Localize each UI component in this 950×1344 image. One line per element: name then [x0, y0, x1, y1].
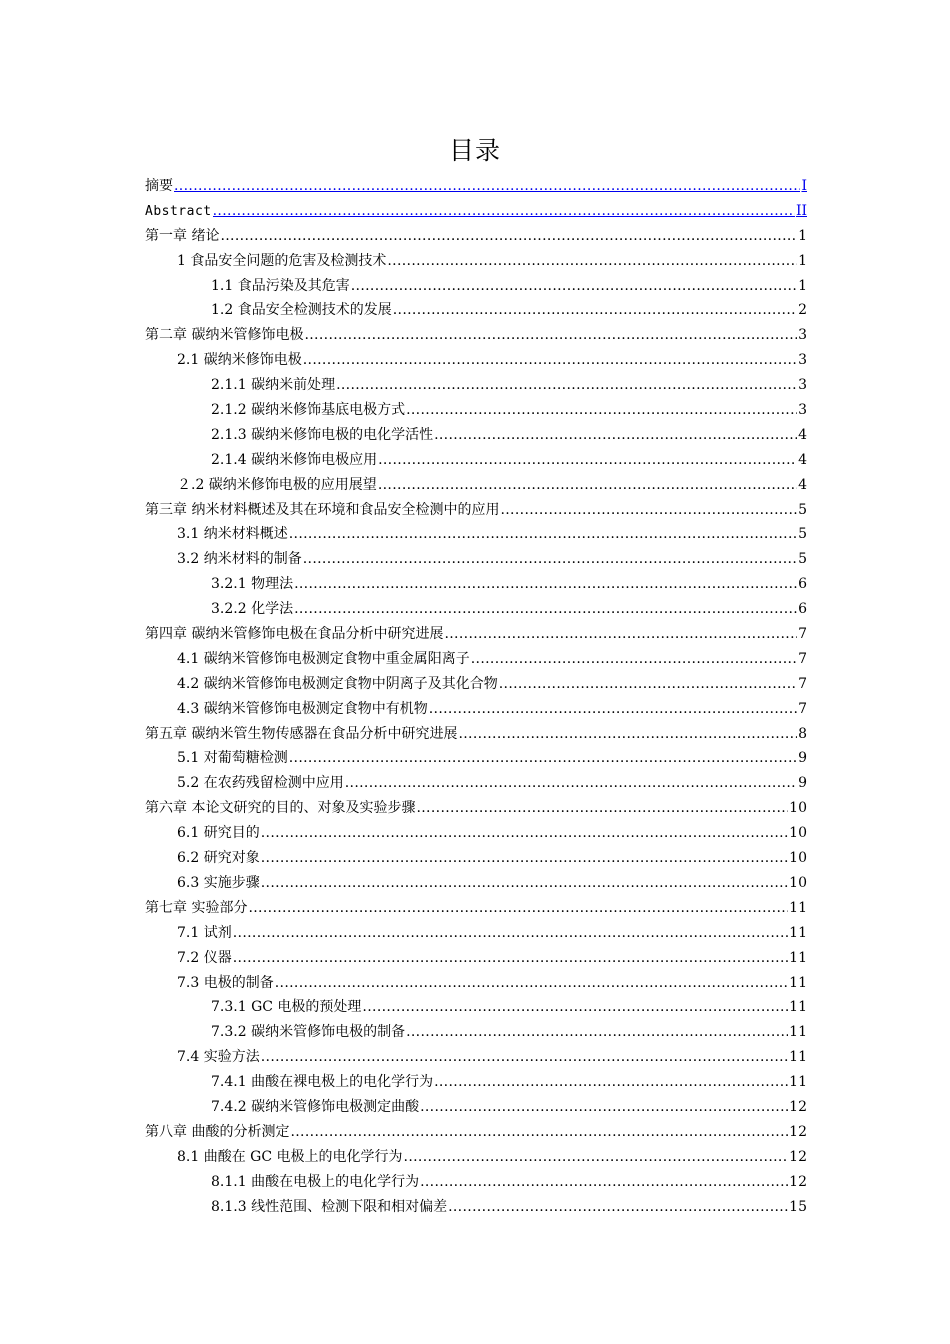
toc-page-number: 2 — [798, 302, 807, 319]
toc-entry[interactable] — [145, 249, 807, 274]
toc-entry[interactable] — [145, 946, 807, 971]
toc-entry-label: 7.4.2 碳纳米管修饰电极测定曲酸 — [211, 1098, 420, 1115]
toc-entry[interactable] — [145, 622, 807, 647]
toc-entry[interactable] — [145, 323, 807, 348]
toc-page-number: 3 — [798, 327, 807, 344]
toc-page-number: 11 — [789, 974, 807, 991]
toc-page-number: II — [795, 202, 807, 219]
toc-entry-label: 2.1.2 碳纳米修饰基底电极方式 — [211, 402, 406, 419]
toc-entry-label: 第二章 碳纳米管修饰电极 — [145, 327, 304, 344]
toc-entry[interactable] — [145, 846, 807, 871]
toc-entry[interactable] — [145, 672, 807, 697]
toc-dot-leader — [261, 821, 788, 846]
toc-entry-label: 3.1 纳米材料概述 — [177, 526, 288, 543]
toc-entry[interactable] — [145, 423, 807, 448]
toc-entry[interactable] — [145, 348, 807, 373]
toc-entry-label: 摘要 — [145, 178, 173, 194]
toc-entry-label: 2.1.1 碳纳米前处理 — [211, 377, 336, 394]
toc-entry-label: 第八章 曲酸的分析测定 — [145, 1123, 290, 1140]
toc-dot-leader — [345, 771, 797, 796]
toc-page-number: 6 — [798, 601, 807, 618]
toc-entry-label: 1.2 食品安全检测技术的发展 — [211, 302, 392, 319]
toc-entry-label: 1.1 食品污染及其危害 — [211, 277, 350, 294]
toc-entry[interactable] — [145, 298, 807, 323]
toc-dot-leader — [500, 498, 797, 523]
toc-entry-label: 8.1.1 曲酸在电极上的电化学行为 — [211, 1173, 420, 1190]
toc-entry-label: 1 食品安全问题的危害及检测技术 — [177, 252, 387, 269]
toc-dot-leader — [429, 697, 797, 722]
toc-entry-label: 4.2 碳纳米管修饰电极测定食物中阴离子及其化合物 — [177, 675, 498, 692]
toc-entry[interactable] — [145, 498, 807, 523]
toc-entry[interactable] — [145, 1195, 807, 1220]
toc-entry-label: 7.3.2 碳纳米管修饰电极的制备 — [211, 1024, 406, 1041]
toc-entry-label: 第三章 纳米材料概述及其在环境和食品安全检测中的应用 — [145, 501, 500, 518]
toc-dot-leader — [420, 1095, 788, 1120]
toc-dot-leader — [404, 1145, 789, 1170]
toc-entry-label: 2.1 碳纳米修饰电极 — [177, 352, 302, 369]
toc-dot-leader — [213, 199, 795, 224]
toc-dot-leader — [303, 348, 797, 373]
toc-page-number: 12 — [789, 1173, 807, 1190]
toc-dot-leader — [289, 522, 797, 547]
toc-entry[interactable] — [145, 796, 807, 821]
toc-entry-label: 第七章 实验部分 — [145, 899, 248, 916]
toc-dot-leader — [261, 846, 788, 871]
toc-entry-label: 第一章 绪论 — [145, 227, 220, 244]
toc-entry[interactable] — [145, 572, 807, 597]
toc-entry[interactable] — [145, 746, 807, 771]
toc-dot-leader — [393, 298, 797, 323]
toc-page-number: 1 — [798, 227, 807, 244]
toc-entry-label: 8.1.3 线性范围、检测下限和相对偏差 — [211, 1198, 448, 1215]
toc-entry-label: 4.3 碳纳米管修饰电极测定食物中有机物 — [177, 700, 428, 717]
toc-dot-leader — [406, 1020, 788, 1045]
toc-entry-label: 2.1.3 碳纳米修饰电极的电化学活性 — [211, 426, 434, 443]
toc-dot-leader — [303, 547, 797, 572]
toc-page-number: 11 — [789, 899, 807, 916]
toc-entry[interactable] — [145, 1070, 807, 1095]
toc-entry[interactable] — [145, 373, 807, 398]
toc-entry-label: 7.4 实验方法 — [177, 1049, 260, 1066]
toc-page-number: 3 — [798, 352, 807, 369]
toc-entry[interactable] — [145, 224, 807, 249]
toc-entry-label: 7.3.1 GC 电极的预处理 — [211, 999, 362, 1016]
toc-entry[interactable] — [145, 821, 807, 846]
toc-page-number: 11 — [789, 999, 807, 1016]
toc-page-number: 10 — [789, 874, 807, 891]
toc-entry[interactable] — [145, 697, 807, 722]
toc-dot-leader — [261, 1045, 788, 1070]
toc-dot-leader — [387, 249, 797, 274]
toc-page-number: 9 — [798, 775, 807, 792]
toc-entry[interactable] — [145, 174, 807, 199]
toc-page-number: 7 — [798, 650, 807, 667]
toc-page-number: 10 — [789, 800, 807, 817]
toc-entry-label: 5.2 在农药残留检测中应用 — [177, 775, 344, 792]
toc-entry-label: 7.1 试剂 — [177, 924, 232, 941]
toc-entry[interactable] — [145, 448, 807, 473]
toc-dot-leader — [458, 722, 797, 747]
toc-entry[interactable] — [145, 1120, 807, 1145]
toc-entry[interactable] — [145, 547, 807, 572]
toc-entry-label: 3.2.1 物理法 — [211, 576, 294, 593]
toc-page-number: 10 — [789, 825, 807, 842]
toc-entry[interactable] — [145, 921, 807, 946]
toc-page-number: 11 — [789, 1024, 807, 1041]
toc-page-number: 3 — [798, 402, 807, 419]
toc-entry-label: ２.2 碳纳米修饰电极的应用展望 — [177, 476, 377, 493]
toc-dot-leader — [261, 871, 788, 896]
toc-entry[interactable] — [145, 1145, 807, 1170]
toc-page-number: 11 — [789, 1049, 807, 1066]
toc-dot-leader — [434, 423, 797, 448]
toc-dot-leader — [378, 448, 797, 473]
toc-dot-leader — [406, 398, 797, 423]
toc-page-number: 7 — [798, 675, 807, 692]
toc-entry[interactable] — [145, 1095, 807, 1120]
toc-entry[interactable] — [145, 722, 807, 747]
toc-entry[interactable] — [145, 199, 807, 224]
toc-page-number: 10 — [789, 850, 807, 867]
toc-entry[interactable] — [145, 995, 807, 1020]
toc-page-number: 5 — [798, 551, 807, 568]
toc-entry-label: 3.2 纳米材料的制备 — [177, 551, 302, 568]
toc-entry-label: 7.3 电极的制备 — [177, 974, 274, 991]
toc-entry-label: 7.4.1 曲酸在裸电极上的电化学行为 — [211, 1074, 434, 1091]
toc-page-number: 12 — [789, 1148, 807, 1165]
toc-dot-leader — [378, 473, 797, 498]
table-of-contents — [145, 174, 807, 1219]
toc-entry-label: 6.1 研究目的 — [177, 825, 260, 842]
toc-page-number: 3 — [798, 377, 807, 394]
toc-entry[interactable] — [145, 597, 807, 622]
toc-page-number: 4 — [798, 426, 807, 443]
toc-page-number: 12 — [789, 1123, 807, 1140]
toc-entry-label: 第四章 碳纳米管修饰电极在食品分析中研究进展 — [145, 626, 444, 643]
toc-entry-label: Abstract — [145, 203, 212, 219]
toc-page-number: 5 — [798, 526, 807, 543]
toc-entry[interactable] — [145, 398, 807, 423]
toc-dot-leader — [471, 647, 797, 672]
toc-entry[interactable] — [145, 1045, 807, 1070]
toc-page-number: 4 — [798, 476, 807, 493]
toc-dot-leader — [220, 224, 797, 249]
toc-entry[interactable] — [145, 647, 807, 672]
toc-dot-leader — [294, 572, 797, 597]
toc-dot-leader — [233, 921, 788, 946]
toc-page-number: 7 — [798, 626, 807, 643]
toc-dot-leader — [289, 746, 797, 771]
toc-dot-leader — [434, 1070, 788, 1095]
toc-page-number: 8 — [798, 725, 807, 742]
toc-page-number: 6 — [798, 576, 807, 593]
toc-entry-label: 4.1 碳纳米管修饰电极测定食物中重金属阳离子 — [177, 650, 470, 667]
toc-dot-leader — [294, 597, 797, 622]
toc-entry[interactable] — [145, 473, 807, 498]
toc-dot-leader — [233, 946, 788, 971]
toc-page-number: 15 — [789, 1198, 807, 1215]
toc-entry[interactable] — [145, 971, 807, 996]
toc-dot-leader — [248, 896, 788, 921]
toc-dot-leader — [499, 672, 797, 697]
toc-page-number: 11 — [789, 924, 807, 941]
toc-dot-leader — [444, 622, 797, 647]
toc-entry-label: 7.2 仪器 — [177, 949, 232, 966]
toc-entry-label: 第五章 碳纳米管生物传感器在食品分析中研究进展 — [145, 725, 458, 742]
toc-page-number: 7 — [798, 700, 807, 717]
toc-dot-leader — [448, 1195, 788, 1220]
toc-dot-leader — [275, 971, 788, 996]
toc-entry[interactable] — [145, 522, 807, 547]
toc-dot-leader — [351, 274, 797, 299]
toc-page-number: 4 — [798, 451, 807, 468]
toc-entry-label: 5.1 对葡萄糖检测 — [177, 750, 288, 767]
toc-entry-label: 6.3 实施步骤 — [177, 874, 260, 891]
toc-entry-label: 2.1.4 碳纳米修饰电极应用 — [211, 451, 378, 468]
toc-dot-leader — [336, 373, 797, 398]
toc-dot-leader — [304, 323, 797, 348]
toc-entry[interactable] — [145, 274, 807, 299]
toc-page-number: 11 — [789, 949, 807, 966]
toc-dot-leader — [290, 1120, 788, 1145]
toc-page-number: 5 — [798, 501, 807, 518]
toc-dot-leader — [416, 796, 788, 821]
toc-page-number: 1 — [798, 277, 807, 294]
toc-page-number: 12 — [789, 1098, 807, 1115]
toc-dot-leader — [362, 995, 788, 1020]
toc-page-number: 1 — [798, 252, 807, 269]
toc-entry[interactable] — [145, 1020, 807, 1045]
toc-entry[interactable] — [145, 871, 807, 896]
toc-entry[interactable] — [145, 771, 807, 796]
toc-dot-leader — [174, 174, 800, 199]
toc-page-number: I — [801, 178, 807, 194]
page-title: 目录 — [448, 136, 501, 165]
toc-page-number: 9 — [798, 750, 807, 767]
toc-entry-label: 第六章 本论文研究的目的、对象及实验步骤 — [145, 800, 416, 817]
toc-page-number: 11 — [789, 1074, 807, 1091]
toc-dot-leader — [420, 1170, 788, 1195]
toc-entry[interactable] — [145, 1170, 807, 1195]
toc-entry-label: 3.2.2 化学法 — [211, 601, 294, 618]
toc-entry-label: 6.2 研究对象 — [177, 850, 260, 867]
toc-entry[interactable] — [145, 896, 807, 921]
toc-entry-label: 8.1 曲酸在 GC 电极上的电化学行为 — [177, 1148, 403, 1165]
